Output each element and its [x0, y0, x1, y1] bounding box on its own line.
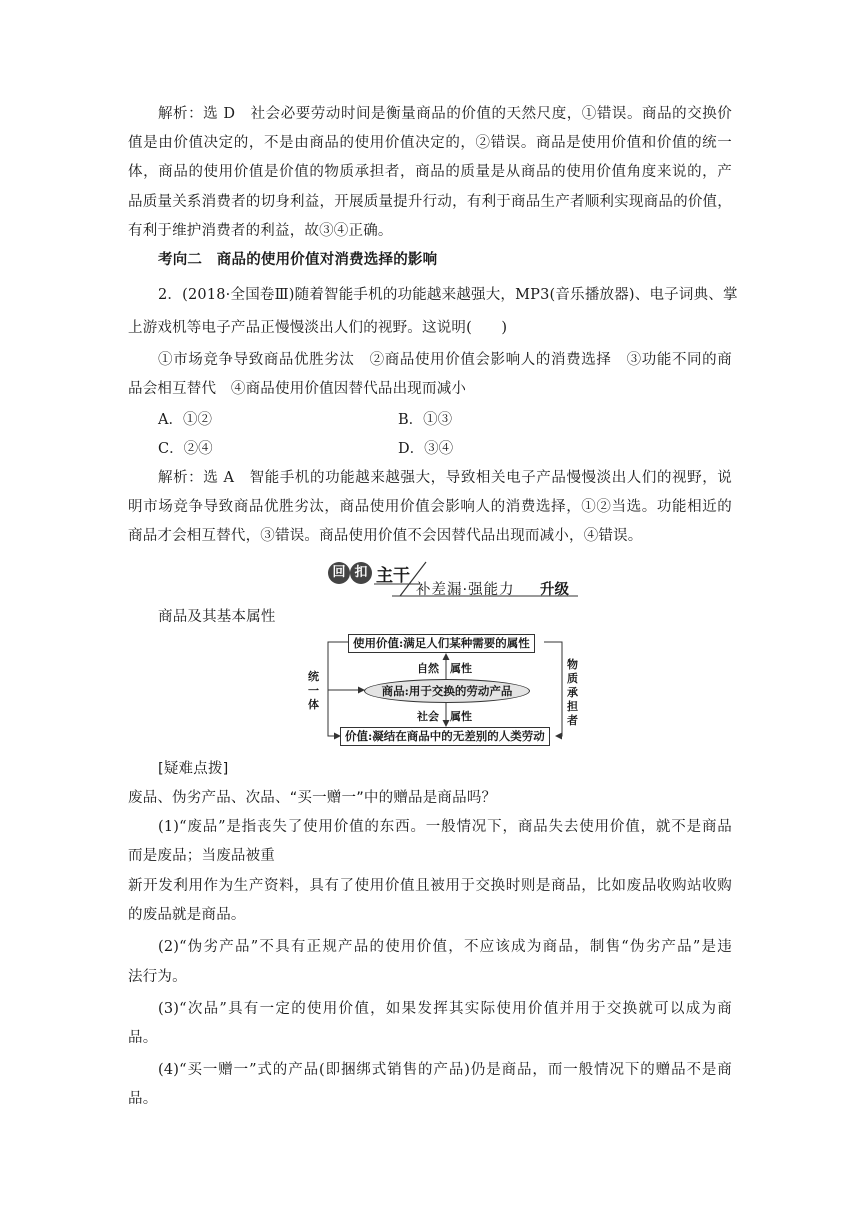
analysis2-line: 解析：选 A 智能手机的功能越来越强大，导致相关电子产品慢慢淡出人们的视野，说 [158, 470, 732, 486]
analysis1-line: 体，商品的使用价值是价值的物质承担者，商品的质量是从商品的使用价值角度来说的，产 [128, 164, 732, 180]
analysis2-line: 商品才会相互替代，③错误。商品使用价值不会因替代品出现而减小，④错误。 [128, 528, 643, 544]
tips-question: 废品、伪劣产品、次品、“买一赠一”中的赠品是商品吗？ [128, 790, 497, 806]
analysis1-line: 值是由价值决定的，不是由商品的使用价值决定的，②错误。商品是使用价值和价值的统一 [128, 135, 732, 151]
tips-paragraph-line: 而是废品；当废品被重 [128, 848, 275, 864]
option-b: B．①③ [398, 412, 453, 428]
analysis1-line: 品质量关系消费者的切身利益，开展质量提升行动，有利于商品生产者顺利实现商品的价值， [128, 194, 732, 210]
social-attribute-label: 社会 属性 [417, 710, 472, 723]
option-d: D．③④ [398, 441, 454, 457]
banner-title: 主干 [376, 566, 410, 586]
question-line: 品会相互替代 ④商品使用价值因替代品出现而减小 [128, 381, 467, 397]
analysis1-line: 有利于维护消费者的利益，故③④正确。 [128, 223, 393, 239]
tips-header: [疑难点拨] [158, 761, 229, 777]
section-banner [328, 558, 588, 600]
value-box: 价值:凝结在商品中的无差别的人类劳动 [340, 727, 550, 746]
option-c: C．②④ [158, 441, 213, 457]
analysis1-line: 解析：选 D 社会必要劳动时间是衡量商品的价值的天然尺度，①错误。商品的交换价 [158, 106, 732, 122]
material-bearer-label: 物质承担者 [567, 658, 578, 727]
tips-paragraph-line: 的废品就是商品。 [128, 907, 246, 923]
tips-paragraph-line: (3)“次品”具有一定的使用价值，如果发挥其实际使用价值并用于交换就可以成为商 [158, 1001, 732, 1017]
section-title: 考向二 商品的使用价值对消费选择的影响 [158, 252, 438, 268]
tips-paragraph-line: 品。 [128, 1091, 158, 1107]
commodity-ellipse: 商品:用于交换的劳动产品 [364, 679, 530, 703]
use-value-box: 使用价值:满足人们某种需要的属性 [348, 634, 535, 653]
analysis2-line: 明市场竞争导致商品优胜劣汰，商品使用价值会影响人的消费选择，①②当选。功能相近的 [128, 499, 732, 515]
question-line: 2．(2018·全国卷Ⅲ)随着智能手机的功能越来越强大，MP3(音乐播放器)、电子词典、掌 [158, 287, 738, 303]
tips-paragraph-line: 品。 [128, 1030, 158, 1046]
badge-kou: 扣 [350, 562, 372, 584]
tips-paragraph-line: 法行为。 [128, 969, 187, 985]
banner-upgrade: 升级 [540, 582, 569, 598]
banner-subtitle: 补差漏·强能力 [416, 582, 515, 598]
unity-label: 统一体 [308, 670, 319, 711]
natural-attribute-label: 自然 属性 [417, 662, 472, 675]
tips-paragraph-line: (2)“伪劣产品”不具有正规产品的使用价值，不应该成为商品，制售“伪劣产品”是违 [158, 939, 732, 955]
tips-paragraph-line: 新开发利用作为生产资料，具有了使用价值且被用于交换时则是商品，比如废品收购站收购 [128, 878, 732, 894]
option-a: A．①② [158, 412, 212, 428]
tips-paragraph-line: (4)“买一赠一”式的产品(即捆绑式销售的产品)仍是商品，而一般情况下的赠品不是商 [158, 1062, 732, 1078]
question-line: 上游戏机等电子产品正慢慢淡出人们的视野。这说明( ) [128, 320, 508, 336]
topic-title: 商品及其基本属性 [158, 609, 276, 625]
commodity-diagram [300, 632, 590, 750]
tips-paragraph-line: (1)“废品”是指丧失了使用价值的东西。一般情况下，商品失去使用价值，就不是商品 [158, 819, 732, 835]
badge-hui: 回 [328, 562, 350, 584]
question-line: ①市场竞争导致商品优胜劣汰 ②商品使用价值会影响人的消费选择 ③功能不同的商 [158, 352, 732, 368]
